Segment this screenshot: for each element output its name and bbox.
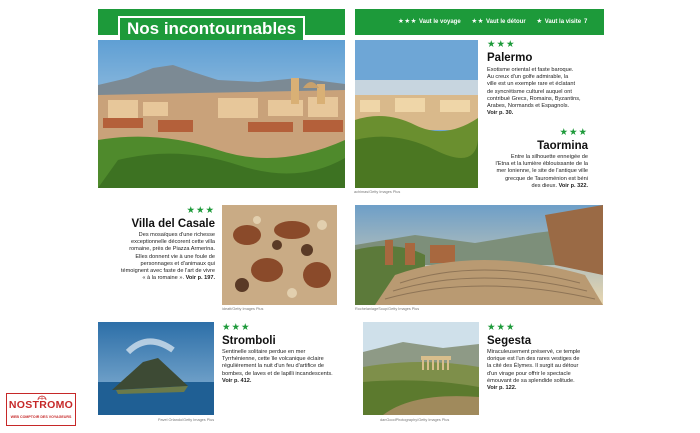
desc-line: l'Etna et la lumière éblouissante de la <box>495 161 588 168</box>
place-description <box>112 232 215 282</box>
legend-label: Vaut le détour <box>486 19 526 25</box>
palermo-panorama-photo <box>98 40 345 188</box>
desc-line: bombes, de laves et de lapilli incandescents. <box>222 370 333 377</box>
desc-line: Des mosaïques d'une richesse <box>138 232 215 238</box>
desc-line: personnages et d'animaux qui <box>140 260 215 267</box>
place-description <box>487 349 597 392</box>
three-star-icon: ★★★ <box>398 18 417 25</box>
desc-line: Sentinelle solitaire perdue en mer <box>222 349 306 355</box>
photo-credit: danGoodPhotography/Getty Images Plus <box>380 418 450 422</box>
place-description <box>487 67 597 117</box>
desc-line: de syncrétisme culturel auquel ont <box>487 88 572 95</box>
desc-line: Elles donnent vie à une foule de <box>135 253 215 260</box>
stromboli-entry <box>222 323 347 385</box>
villa-mosaic-photo <box>222 205 337 305</box>
one-star-icon: ★ <box>536 18 543 25</box>
desc-line: Exotisme oriental et faste baroque. <box>487 67 574 73</box>
rating-stars: ★★★ <box>487 39 516 50</box>
place-name: Stromboli <box>222 335 276 347</box>
photo-credit: achimas/Getty Images Plus <box>354 190 401 194</box>
desc-line: romaine, près de Piazza Armerina. <box>129 246 215 253</box>
place-name: Villa del Casale <box>131 218 215 230</box>
desc-line: « à la romaine ». <box>142 275 184 282</box>
page-title: Nos incontournables <box>118 16 305 40</box>
desc-line: Au creux d'un golfe admirable, la <box>487 74 569 81</box>
desc-line: dorique est l'un des rares vestiges de <box>487 356 580 363</box>
stromboli-photo <box>98 322 214 415</box>
legend-label: Vaut le voyage <box>418 19 461 25</box>
desc-line: Tyrrhénienne, cette île volcanique éclaire <box>222 356 324 363</box>
rating-stars: ★★★ <box>487 322 516 333</box>
photo-credit: RochelaniageSoup/Getty Images Plus <box>355 307 420 311</box>
desc-line: émouvant de sa splendide solitude. <box>487 377 575 384</box>
nostromo-logo[interactable] <box>6 393 76 426</box>
place-name: Palermo <box>487 52 533 64</box>
desc-line: grecque de Tauroménion est béni <box>505 175 588 182</box>
page-reference[interactable]: Voir p. 412. <box>222 377 252 384</box>
desc-line: ville est un exemple rare et éclatant <box>487 81 575 88</box>
photo-credit: ideatt/Getty Images Plus <box>222 307 264 311</box>
logo-tagline: WEB COMPTOIR DES VOYAGEURS <box>10 415 72 419</box>
page-reference[interactable]: Voir p. 322. <box>558 182 588 189</box>
rating-stars: ★★★ <box>559 127 588 138</box>
desc-line: témoignent avec faste de l'art de vivre <box>120 268 215 275</box>
legend-label: Vaut la visite <box>544 19 582 25</box>
villa-del-casale-entry <box>112 206 215 282</box>
logo-name: NOSTROMO <box>8 399 74 411</box>
legend-item-2 <box>471 19 525 25</box>
two-star-icon: ★★ <box>471 18 484 25</box>
legend-item-1 <box>536 19 581 25</box>
place-description <box>222 349 347 385</box>
desc-line: mer Ionienne, le site de l'antique ville <box>496 168 588 175</box>
place-name: Taormina <box>537 140 588 152</box>
legend-item-3 <box>398 19 461 25</box>
rating-stars: ★★★ <box>186 205 215 216</box>
segesta-entry <box>487 323 597 392</box>
palermo-entry <box>487 40 597 117</box>
rating-legend <box>398 9 590 35</box>
desc-line: Entre la silhouette enneigée de <box>510 154 588 160</box>
desc-line: régulièrement la nuit d'un feu d'artifice de <box>222 363 324 370</box>
desc-line: Miraculeusement préservé, ce temple <box>487 349 581 355</box>
desc-line: des dieux. <box>531 182 557 189</box>
place-name: Segesta <box>487 335 532 347</box>
page-number: 7 <box>584 19 588 25</box>
photo-credit: Pavel Orlando/Getty Images Plus <box>158 418 215 422</box>
page-reference[interactable]: Voir p. 197. <box>185 275 215 282</box>
desc-line: contribué Grecs, Romains, Byzantins, <box>487 95 581 102</box>
desc-line: d'un virage pour offrir le spectacle <box>487 370 571 377</box>
page-reference[interactable]: Voir p. 122. <box>487 385 517 392</box>
taormina-entry <box>480 128 588 190</box>
desc-line: la cité des Élymes. Il surgit au détour <box>487 363 579 370</box>
place-description <box>480 154 588 190</box>
page-reference[interactable]: Voir p. 30. <box>487 110 514 117</box>
segesta-temple-photo <box>363 322 479 415</box>
taormina-theatre-photo <box>355 205 603 305</box>
palermo-cathedral-photo <box>355 40 478 188</box>
rating-stars: ★★★ <box>222 322 251 333</box>
desc-line: Arabes, Normands et Espagnols. <box>487 103 570 110</box>
desc-line: exceptionnelle décorent cette villa <box>131 239 215 246</box>
